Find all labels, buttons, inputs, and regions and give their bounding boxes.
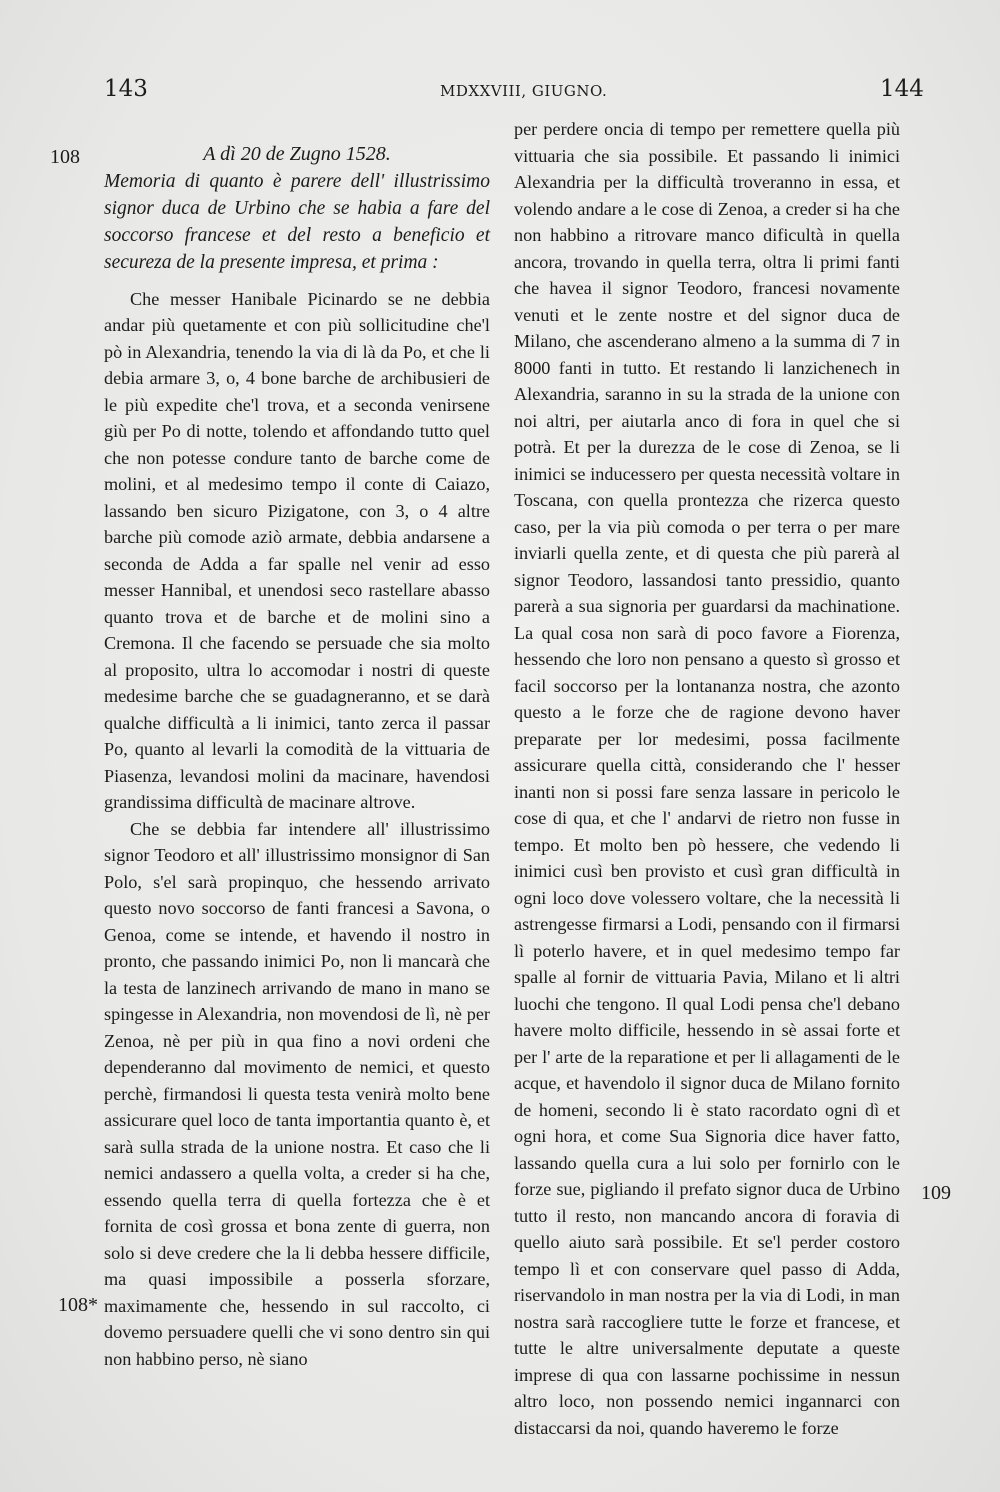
left-paragraph-1: Che messer Hanibale Picinardo se ne debbia andar più quetamente et con più sollicitudine che'l pò in Alexandria, tenendo la via di là da Po, et che li debia armare 3, o, 4 bone barche de archibusieri de le più expedite che'l trova, et a seconda venirsene giù per Po di notte, tolendo et affondando tutto quel che non potesse condure tanto de barche come de molini, et al medesimo tempo il conte di Caiazo, lassando ben sicuro Pizigatone, con 3, o 4 altre barche più comode aziò armate, debbia andarsene a seconda de Adda a far spalle nel venir ad esso messer Hannibal, et unendosi seco rastellare abasso quanto trova et de barche et de molini sino a Cremona. Il che facendo se persuade che sia molto al proposito, ultra lo accomodar i nostri di queste medesime barche che se guadagneranno, et se darà qualche difficultà a li inimici, tanto zerca il passar Po, quanto al levarli la comodità de la vittuaria de Piasenza, levandosi molini da macinare, havendosi grandissima difficultà de macinare altrove. [104,288,490,812]
right-page-number: 144 [880,76,924,102]
entry-title: A dì 20 de Zugno 1528. [203,143,391,165]
margin-note-left-bottom: 108* [58,1294,98,1316]
left-paragraph-2: Che se debbia far intendere all' illustrissimo signor Teodoro et all' illustrissimo monsignor di San Polo, s'el sarà propinquo, che hessendo arrivato questo novo soccorso de fanti francesi a Savona, o Genoa, come se intende, et havendo il nostro in pronto, che passando inimici Po, non li mancarà che la testa de lanzinech arrivando de mano in mano se spingesse in Alexandria, non movendosi de lì, nè per Zenoa, nè per più in qua fino a novi ordeni che dependeranno dal movimento de nemici, et questo perchè, firmandosi li questa testa venirà molto bene assicurare quel loco de tanta importantia quanto è, et sarà sulla strada de la unione nostra. Et caso che li nemici andassero a quella volta, a creder si ha che, essendo quella terra di quella fortezza che è et fornita de così grossa et bona zente di guerra, non solo si deve credere che la li debba hessere difficile, ma quasi impossibile a posserla sforzare, maximamente che, hessendo in sul raccolto, ci dovemo persuadere quelli che vi sono dentro sin qui non habbino perso, nè siano [104,818,490,1369]
memoria-heading: Memoria di quanto è parere dell' illustrissimo signor duca de Urbino che se habia a fare del soccorso francese et del resto a beneficio et secureza de la presente impresa, et prima : [104,170,490,273]
running-title: MDXXVIII, GIUGNO. [440,82,608,100]
left-column [104,141,490,1372]
left-page-number: 143 [104,76,148,102]
right-paragraph-1: per perdere oncia di tempo per remettere quella più vittuaria che sia possibile. Et passando li inimici Alexandria per la difficultà troveranno in essa, et volendo andare a le cose di Zenoa, a creder si ha che non habbino a ritrovare manco dificultà in quella ancora, trovando in quella terra, oltra li primi fanti che havea il signor Teodoro, francesi novamente venuti et le zente nostre et del signor duca de Milano, che ascenderano almeno a la summa di 7 in 8000 fanti in tutto. Et restando li lanzichenech in Alexandria, saranno in su la strada de la unione con noi altri, per aiutarla anco di fora in quel che si potrà. Et per la durezza de le cose di Zenoa, se li inimici se inducessero per questa necessità voltare in Toscana, con quella prontezza che rizerca questo caso, per la via più comoda o per terra o per mare inviarli quella zente, et di questa che più parerà al signor Teodoro, lassandosi tanto pressidio, quanto parerà a sua signoria per guardarsi da machinatione. La qual cosa non sarà di poco favore a Fiorenza, hessendo che loro non pensano a questo sì grosso et facil soccorso per la lontananza nostra, che azonto questo a le forze che de ragione devono haver preparate per lor medesimi, possa facilmente assicurare quella città, considerando che l' hesser inanti non si possi fare senza lassare in pericolo le cose di qua, et che l' andarvi de rietro non fusse in tempo. Et molto ben pò hessere, che vedendo li inimici cusì ben provisto et cusì gran difficultà in ogni loco dove volessero voltare, che la necessità li astrengesse firmarsi a Lodi, pensando con il firmarsi lì poterlo havere, et in quel medesimo tempo far spalle al fornir de vittuaria Pavia, Milano et li altri luochi che tengono. Il qual Lodi pensa che'l debano havere molto difficile, hessendo in sè assai forte et per l' arte de la reparatione et per li allagamenti de le acque, et havendolo il signor duca de Milano fornito de homeni, secondo li è stato racordato ogni dì et ogni hora, et come Sua Signoria dice haver fatto, lassando quella cura a lui solo per fornirlo con le forze sue, pigliando il prefato signor duca de Urbino tutto il resto, non mancando ancora di foravia di quello aiuto sarà possibile. Et se'l perder costoro tempo lì et con conservare quel passo di Adda, riservandolo in man nostra per la via di Lodi, in man nostra sarà raccogliere tutte le forze et francese, et tutte le altre universalmente deputate a queste imprese di qua con lassarne pochissime in nessun altro loco, non possendo nemici ingannarci con distaccarsi da noi, quando haveremo le forze [514,119,900,1438]
margin-note-right: 109 [921,1182,951,1204]
margin-note-left-top: 108 [50,146,80,168]
running-head [0,76,1000,106]
right-column [514,116,900,1441]
